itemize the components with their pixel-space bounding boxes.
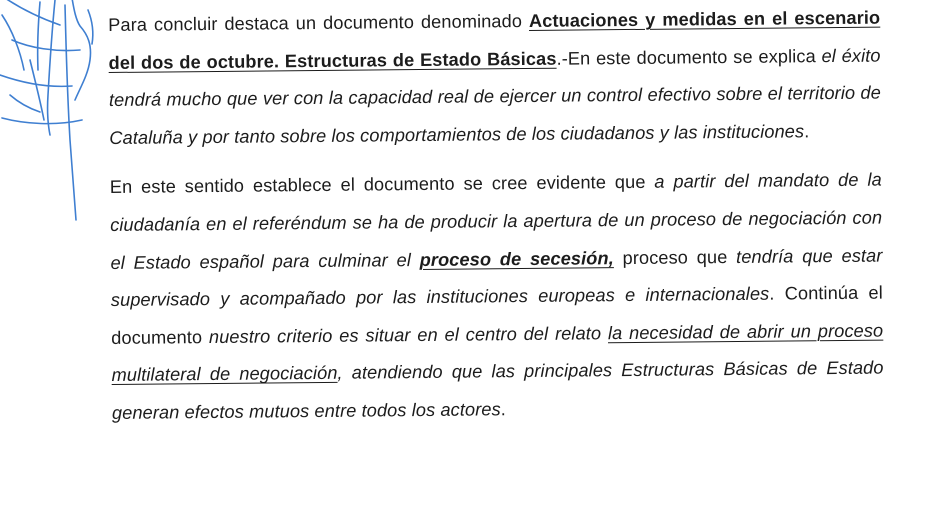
p2-quote1: a partir del mandato de la ciudadanía en el referéndum se ha de producir la apertura de un proceso de negociación con el Estado español para culminar el xyxy=(110,169,883,273)
p2-mid1: proceso que xyxy=(613,246,737,268)
paragraph-2 xyxy=(110,162,884,433)
document-body xyxy=(108,0,884,433)
p2-quote3a: nuestro criterio es situar en el centro del relato xyxy=(208,322,609,347)
p2-end: . xyxy=(500,399,506,420)
p1-quote: el éxito tendrá mucho que ver con la capacidad real de ejercer un control efectivo sobre el territorio de Cataluña y por tanto sobre los comportamientos de los ciudadanos y las instituciones xyxy=(108,45,882,148)
p2-emphasis-secesion: proceso de secesión, xyxy=(419,247,614,270)
document-title: Actuaciones y medidas en el escenario del dos de octubre. Estructuras de Estado Básicas xyxy=(108,7,881,73)
p2-mid2: . Continúa el documento xyxy=(111,282,883,348)
p2-quote3c: , atendiendo que las principales Estructuras Básicas de Estado generan efectos mutuos entre todos los actores xyxy=(111,357,884,423)
p2-quote2: tendría que estar supervisado y acompañado por las instituciones europeas e internacionales xyxy=(110,245,883,311)
paragraph-1 xyxy=(108,0,881,157)
p1-intro: Para concluir destaca un documento denominado xyxy=(108,10,530,35)
p1-after-title: .-En este documento se explica xyxy=(556,45,822,69)
p2-intro: En este sentido establece el documento se cree evidente que xyxy=(109,172,655,198)
p2-quote3b-underlined: la necesidad de abrir un proceso multilateral de negociación xyxy=(111,320,884,386)
p1-end: . xyxy=(804,121,810,142)
